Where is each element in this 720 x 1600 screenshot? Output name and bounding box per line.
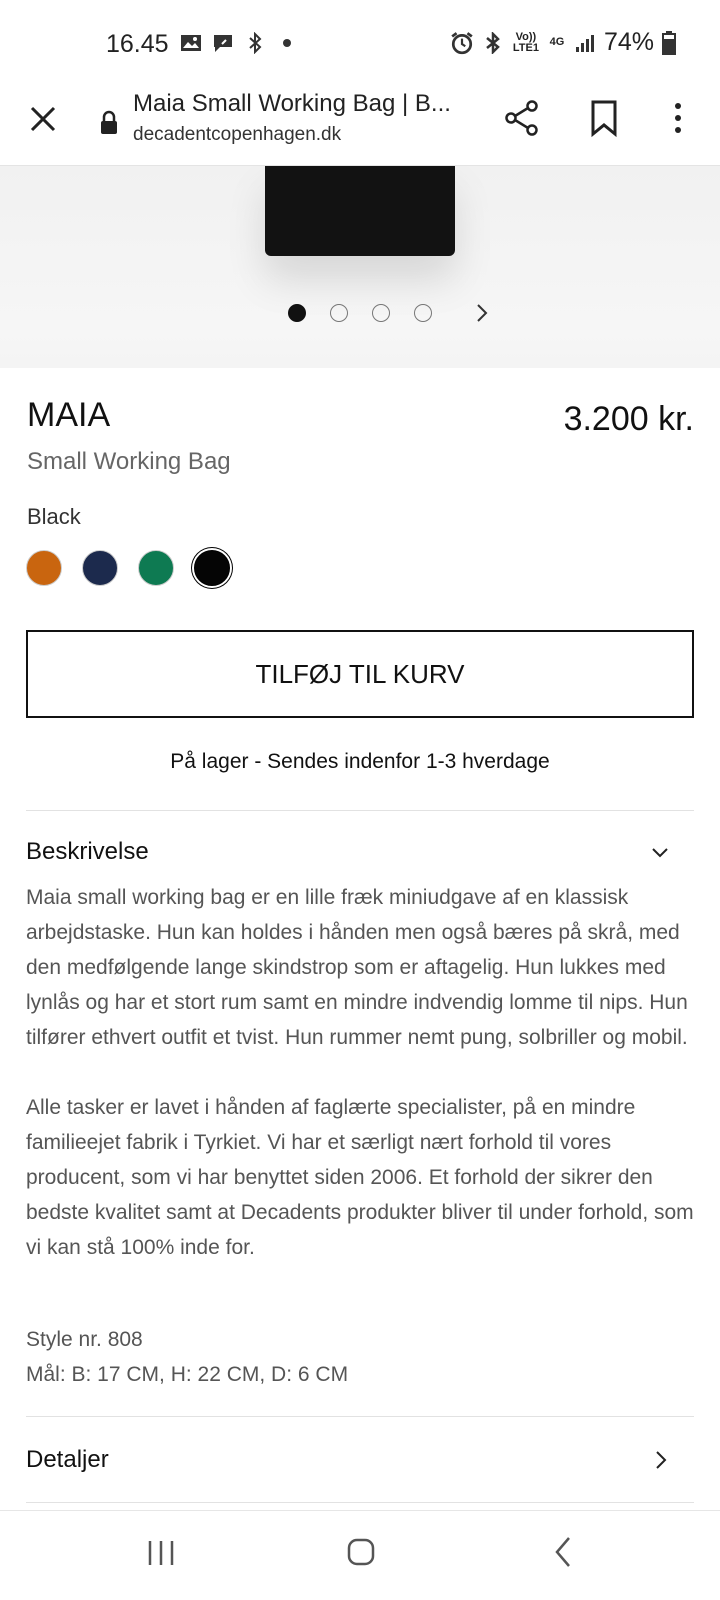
page-title[interactable]: Maia Small Working Bag | B...	[133, 90, 451, 117]
more-dot-icon	[276, 32, 298, 54]
divider	[26, 1416, 694, 1417]
carousel-dot[interactable]	[330, 304, 348, 322]
color-swatches	[26, 550, 230, 586]
divider	[26, 1502, 694, 1503]
color-swatch-navy[interactable]	[82, 550, 118, 586]
share-icon[interactable]	[502, 98, 542, 138]
more-menu-icon[interactable]	[666, 98, 690, 138]
status-time: 16.45	[106, 30, 169, 58]
description-heading[interactable]: Beskrivelse	[26, 838, 149, 865]
alarm-icon	[450, 31, 474, 55]
description-paragraph: Maia small working bag er en lille fræk miniudgave af en klassisk arbejdstaske. Hun kan holdes i hånden men også bæres på skrå, med den medfølgende lange skindstrop som er aftagelig. Hun lukkes med lynlås og har et stort rum samt en mindre indvendig lomme til nips. Hun tilfører ethvert outfit et tvist. Hun rummer nemt pung, solbriller og mobil.	[26, 886, 688, 1049]
measurements: Mål: B: 17 CM, H: 22 CM, D: 6 CM	[26, 1363, 349, 1386]
url-text[interactable]: decadentcopenhagen.dk	[133, 124, 342, 145]
carousel-dots	[288, 304, 432, 322]
bookmark-icon[interactable]	[588, 98, 620, 138]
browser-toolbar	[0, 88, 720, 166]
recent-apps-icon[interactable]	[146, 1539, 176, 1567]
messages-notification-icon	[212, 32, 234, 54]
system-icons	[450, 28, 676, 57]
back-icon[interactable]	[554, 1535, 572, 1569]
product-meta	[26, 1322, 348, 1392]
product-subtitle: Small Working Bag	[27, 448, 231, 475]
color-swatch-green[interactable]	[138, 550, 174, 586]
close-icon[interactable]	[26, 102, 60, 136]
volte-label: Vo)) LTE1	[512, 30, 539, 54]
battery-icon	[662, 31, 676, 55]
lock-icon	[98, 110, 120, 136]
details-section-toggle[interactable]	[26, 1418, 694, 1502]
details-heading: Detaljer	[26, 1446, 109, 1473]
bluetooth-icon	[482, 32, 504, 54]
network-type: 4G	[549, 36, 565, 48]
product-price: 3.200 kr.	[563, 400, 694, 438]
product-image-carousel[interactable]	[0, 166, 720, 368]
description-body	[26, 880, 706, 1300]
color-swatch-black[interactable]	[194, 550, 230, 586]
chevron-right-icon[interactable]	[472, 302, 492, 324]
carousel-dot[interactable]	[414, 304, 432, 322]
status-bar	[0, 0, 720, 88]
color-swatch-cognac[interactable]	[26, 550, 62, 586]
divider	[26, 810, 694, 811]
bluetooth-notification-icon	[244, 32, 266, 54]
style-number: Style nr. 808	[26, 1328, 143, 1351]
battery-percent: 74%	[603, 28, 654, 56]
chevron-right-icon	[654, 1449, 668, 1471]
carousel-dot[interactable]	[372, 304, 390, 322]
system-navigation-bar	[0, 1510, 720, 1600]
gallery-notification-icon	[180, 32, 202, 54]
carousel-dot[interactable]	[288, 304, 306, 322]
home-icon[interactable]	[346, 1537, 376, 1567]
description-paragraph: Alle tasker er lavet i hånden af faglærte specialister, på en mindre familieejet fabrik i Tyrkiet. Vi har et særligt nært forhold til vores producent, som vi har benyttet siden 2006. Et forhold der sikrer den bedste kvalitet samt at Decadents produkter bliver til under forhold, som vi kan stå 100% inde for.	[26, 1096, 694, 1259]
signal-icon	[574, 32, 596, 54]
stock-status: På lager - Sendes indenfor 1-3 hverdage	[170, 750, 550, 773]
product-image	[265, 166, 455, 256]
selected-color-name: Black	[27, 504, 81, 529]
notification-icons	[180, 32, 298, 54]
product-brand: MAIA	[27, 396, 111, 434]
chevron-down-icon[interactable]	[650, 846, 670, 860]
add-to-cart-button[interactable]: TILFØJ TIL KURV	[26, 630, 694, 718]
